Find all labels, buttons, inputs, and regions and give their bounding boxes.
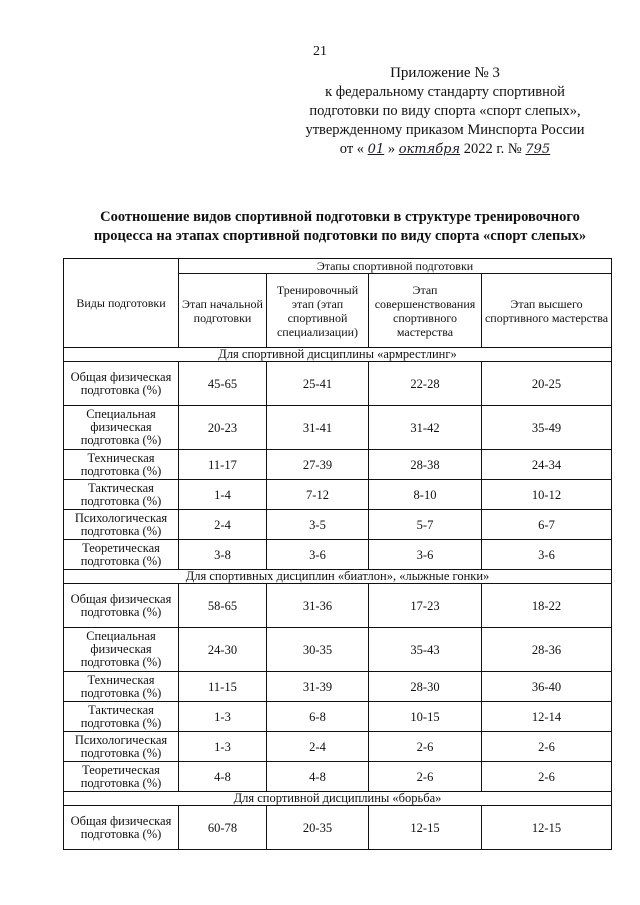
table-cell: 1-4 [179, 480, 267, 510]
row-label: Тактическая подготовка (%) [64, 702, 179, 732]
table-cell: 20-23 [179, 406, 267, 450]
appendix-date-line [270, 140, 620, 159]
training-ratio-table [63, 258, 612, 850]
table-cell: 11-17 [179, 450, 267, 480]
table-cell: 31-39 [267, 672, 369, 702]
row-label: Техническая подготовка (%) [64, 672, 179, 702]
table-cell: 3-6 [482, 540, 612, 570]
table-cell: 2-6 [369, 732, 482, 762]
section-header: Для спортивной дисциплины «борьба» [64, 792, 612, 806]
table-cell: 12-14 [482, 702, 612, 732]
table-cell: 18-22 [482, 584, 612, 628]
row-label: Общая физическая подготовка (%) [64, 584, 179, 628]
table-cell: 31-42 [369, 406, 482, 450]
table-cell: 6-7 [482, 510, 612, 540]
table-cell: 3-8 [179, 540, 267, 570]
appendix-line-2: подготовки по виду спорта «спорт слепых», [309, 103, 581, 119]
page-number: 21 [313, 44, 327, 59]
appendix-line-1: к федеральному стандарту спортивной [325, 84, 565, 100]
table-cell: 2-6 [482, 762, 612, 792]
date-day: 01 [367, 142, 385, 157]
table-cell: 45-65 [179, 362, 267, 406]
table-cell: 20-35 [267, 806, 369, 850]
table-cell: 10-15 [369, 702, 482, 732]
order-number: 795 [525, 142, 551, 157]
table-cell: 2-4 [179, 510, 267, 540]
table-cell: 8-10 [369, 480, 482, 510]
heading-line-1: Соотношение видов спортивной подготовки в структуре тренировочного [100, 209, 580, 225]
table-cell: 7-12 [267, 480, 369, 510]
table-cell: 3-6 [369, 540, 482, 570]
table-cell: 60-78 [179, 806, 267, 850]
row-header: Виды подготовки [64, 259, 179, 348]
table-cell: 35-49 [482, 406, 612, 450]
table-cell: 28-30 [369, 672, 482, 702]
table-cell: 1-3 [179, 732, 267, 762]
row-label: Общая физическая подготовка (%) [64, 806, 179, 850]
row-label: Общая физическая подготовка (%) [64, 362, 179, 406]
row-label: Специальная физическая подготовка (%) [64, 406, 179, 450]
section-header: Для спортивных дисциплин «биатлон», «лыжные гонки» [64, 570, 612, 584]
table-cell: 30-35 [267, 628, 369, 672]
table-cell: 2-6 [369, 762, 482, 792]
row-label: Психологическая подготовка (%) [64, 510, 179, 540]
appendix-block [270, 64, 620, 159]
table-cell: 5-7 [369, 510, 482, 540]
table-cell: 36-40 [482, 672, 612, 702]
row-label: Теоретическая подготовка (%) [64, 540, 179, 570]
column-header: Этап высшего спортивного мастерства [482, 274, 612, 348]
table-cell: 11-15 [179, 672, 267, 702]
date-month: октября [398, 142, 461, 157]
table-cell: 2-4 [267, 732, 369, 762]
row-label: Психологическая подготовка (%) [64, 732, 179, 762]
table-cell: 24-30 [179, 628, 267, 672]
date-mid: » [387, 141, 396, 157]
date-year: 2022 г. № [463, 141, 522, 157]
table-cell: 10-12 [482, 480, 612, 510]
row-label: Специальная физическая подготовка (%) [64, 628, 179, 672]
table-cell: 6-8 [267, 702, 369, 732]
appendix-line-3: утвержденному приказом Минспорта России [305, 122, 585, 138]
table-cell: 31-41 [267, 406, 369, 450]
row-label: Теоретическая подготовка (%) [64, 762, 179, 792]
column-header: Этап совершенствования спортивного мастерства [369, 274, 482, 348]
table-cell: 28-36 [482, 628, 612, 672]
table-cell: 24-34 [482, 450, 612, 480]
table-cell: 31-36 [267, 584, 369, 628]
table-cell: 20-25 [482, 362, 612, 406]
table-cell: 58-65 [179, 584, 267, 628]
table-cell: 3-6 [267, 540, 369, 570]
appendix-title: Приложение № 3 [390, 65, 500, 81]
table-cell: 27-39 [267, 450, 369, 480]
section-header: Для спортивной дисциплины «армрестлинг» [64, 348, 612, 362]
table-cell: 4-8 [179, 762, 267, 792]
table-cell: 2-6 [482, 732, 612, 762]
table-cell: 25-41 [267, 362, 369, 406]
group-header: Этапы спортивной подготовки [179, 259, 612, 274]
document-heading [60, 208, 620, 246]
date-prefix: от « [339, 141, 365, 157]
row-label: Техническая подготовка (%) [64, 450, 179, 480]
column-header: Этап начальной подготовки [179, 274, 267, 348]
table-cell: 28-38 [369, 450, 482, 480]
table-cell: 3-5 [267, 510, 369, 540]
row-label: Тактическая подготовка (%) [64, 480, 179, 510]
table-cell: 1-3 [179, 702, 267, 732]
table-cell: 22-28 [369, 362, 482, 406]
heading-line-2: процесса на этапах спортивной подготовки по виду спорта «спорт слепых» [93, 228, 587, 244]
table-cell: 35-43 [369, 628, 482, 672]
table-cell: 12-15 [369, 806, 482, 850]
table-cell: 12-15 [482, 806, 612, 850]
column-header: Тренировочный этап (этап спортивной специализации) [267, 274, 369, 348]
table-cell: 4-8 [267, 762, 369, 792]
table-cell: 17-23 [369, 584, 482, 628]
